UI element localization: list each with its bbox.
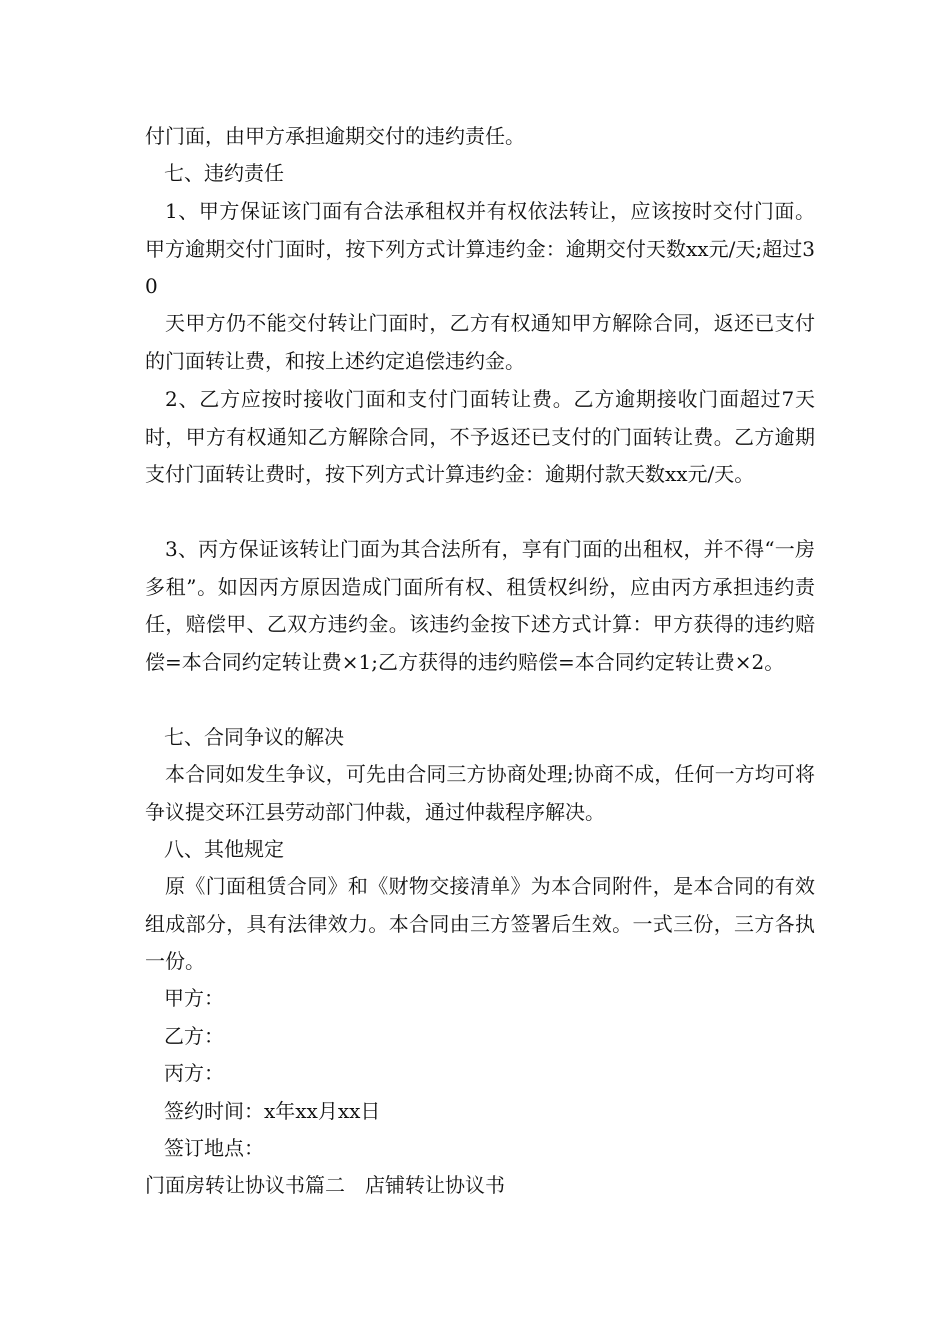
paragraph-continuation: 付门面，由甲方承担逾期交付的违约责任。 (145, 124, 525, 148)
section-heading-dispute: 七、合同争议的解决 (164, 725, 344, 749)
clause-1-continued: 天甲方仍不能交付转让门面时，乙方有权通知甲方解除合同，返还已支付的门面转让费，和按上述约定追偿违约金。 (145, 311, 815, 373)
section-heading-other: 八、其他规定 (164, 837, 284, 861)
next-document-title: 门面房转让协议书篇二 店铺转让协议书 (145, 1173, 505, 1197)
signature-party-b: 乙方： (164, 1024, 224, 1048)
other-clause: 原《门面租赁合同》和《财物交接清单》为本合同附件，是本合同的有效组成部分，具有法律效力。本合同由三方签署后生效。一式三份，三方各执一份。 (145, 874, 815, 973)
signing-date: 签约时间：x年xx月xx日 (164, 1099, 381, 1123)
clause-2: 2、乙方应按时接收门面和支付门面转让费。乙方逾期接收门面超过7天时，甲方有权通知乙方解除合同，不予返还已支付的门面转让费。乙方逾期支付门面转让费时，按下列方式计算违约金：逾期付款天数xx元/天。 (145, 387, 815, 486)
clause-1: 1、甲方保证该门面有合法承租权并有权依法转让，应该按时交付门面。甲方逾期交付门面时，按下列方式计算违约金：逾期交付天数xx元/天;超过30 (145, 199, 815, 298)
signature-party-a: 甲方： (164, 986, 224, 1010)
signing-place: 签订地点： (164, 1136, 264, 1160)
clause-3: 3、丙方保证该转让门面为其合法所有，享有门面的出租权，并不得“一房多租”。如因丙方原因造成门面所有权、租赁权纠纷，应由丙方承担违约责任，赔偿甲、乙双方违约金。该违约金按下述方式计算：甲方获得的违约赔偿=本合同约定转让费×1;乙方获得的违约赔偿=本合同约定转让费×2。 (145, 537, 815, 674)
signature-party-c: 丙方： (164, 1061, 224, 1085)
section-heading-breach: 七、违约责任 (164, 161, 284, 185)
dispute-clause: 本合同如发生争议，可先由合同三方协商处理;协商不成，任何一方均可将争议提交环江县劳动部门仲裁，通过仲裁程序解决。 (145, 762, 815, 824)
